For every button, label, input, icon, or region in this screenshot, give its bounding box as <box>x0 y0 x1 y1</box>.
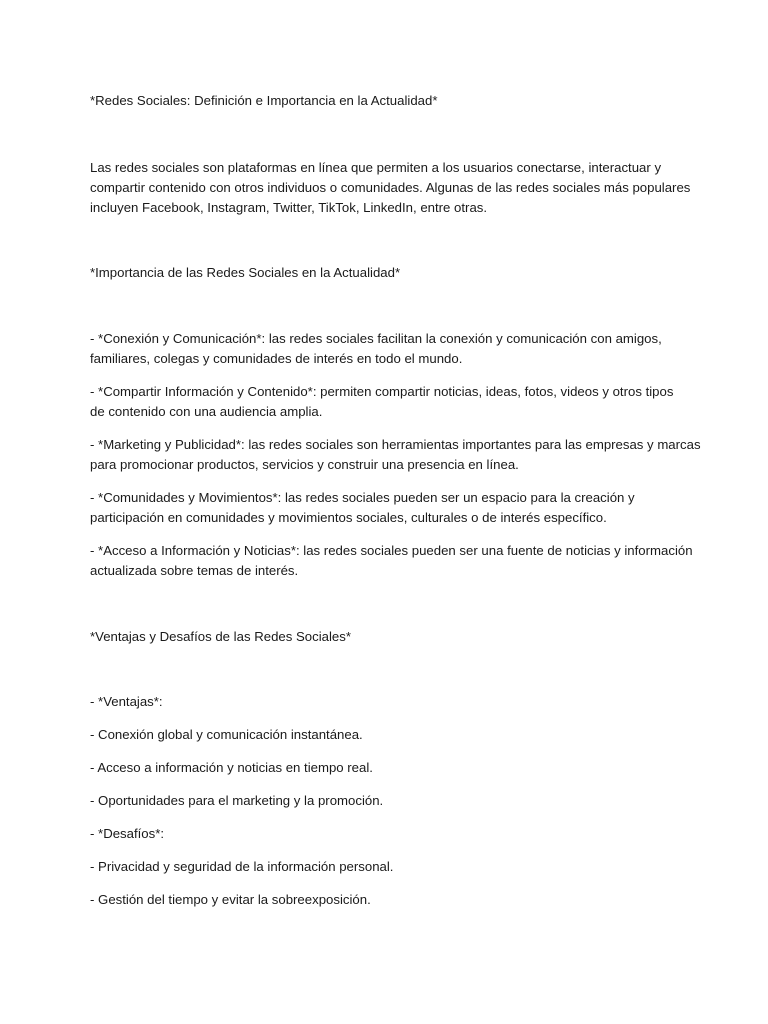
ventaja-item-2: - Acceso a información y noticias en tiempo real. <box>90 760 373 775</box>
importancia-item-2-line-2: de contenido con una audiencia amplia. <box>90 404 323 419</box>
section-heading-importancia: *Importancia de las Redes Sociales en la Actualidad* <box>90 265 401 280</box>
importancia-item-3-line-2: para promocionar productos, servicios y construir una presencia en línea. <box>90 457 519 472</box>
importancia-item-4-line-2: participación en comunidades y movimientos sociales, culturales o de interés específico. <box>90 510 607 525</box>
intro-line-1: Las redes sociales son plataformas en línea que permiten a los usuarios conectarse, interactuar y <box>90 160 662 175</box>
importancia-item-3-line-1: - *Marketing y Publicidad*: las redes sociales son herramientas importantes para las empresas y marcas <box>90 437 701 452</box>
importancia-item-4-line-1: - *Comunidades y Movimientos*: las redes sociales pueden ser un espacio para la creación y <box>90 490 635 505</box>
importancia-item-2-line-1: - *Compartir Información y Contenido*: permiten compartir noticias, ideas, fotos, videos y otros tipos <box>90 384 674 399</box>
importancia-item-1-line-2: familiares, colegas y comunidades de interés en todo el mundo. <box>90 351 463 366</box>
section-heading-ventajas-desafios: *Ventajas y Desafíos de las Redes Sociales* <box>90 629 351 644</box>
intro-line-2: compartir contenido con otros individuos o comunidades. Algunas de las redes sociales más populares <box>90 180 691 195</box>
importancia-item-5-line-2: actualizada sobre temas de interés. <box>90 563 299 578</box>
desafio-item-2: - Gestión del tiempo y evitar la sobreexposición. <box>90 892 371 907</box>
ventaja-item-1: - Conexión global y comunicación instantánea. <box>90 727 363 742</box>
intro-line-3: incluyen Facebook, Instagram, Twitter, TikTok, LinkedIn, entre otras. <box>90 200 488 215</box>
importancia-item-5-line-1: - *Acceso a Información y Noticias*: las redes sociales pueden ser una fuente de noticias y información <box>90 543 693 558</box>
desafios-label: - *Desafíos*: <box>90 826 165 841</box>
importancia-item-1-line-1: - *Conexión y Comunicación*: las redes sociales facilitan la conexión y comunicación con amigos, <box>90 331 662 346</box>
ventaja-item-3: - Oportunidades para el marketing y la promoción. <box>90 793 384 808</box>
document-title: *Redes Sociales: Definición e Importancia en la Actualidad* <box>90 93 438 108</box>
ventajas-label: - *Ventajas*: <box>90 694 163 709</box>
desafio-item-1: - Privacidad y seguridad de la información personal. <box>90 859 394 874</box>
